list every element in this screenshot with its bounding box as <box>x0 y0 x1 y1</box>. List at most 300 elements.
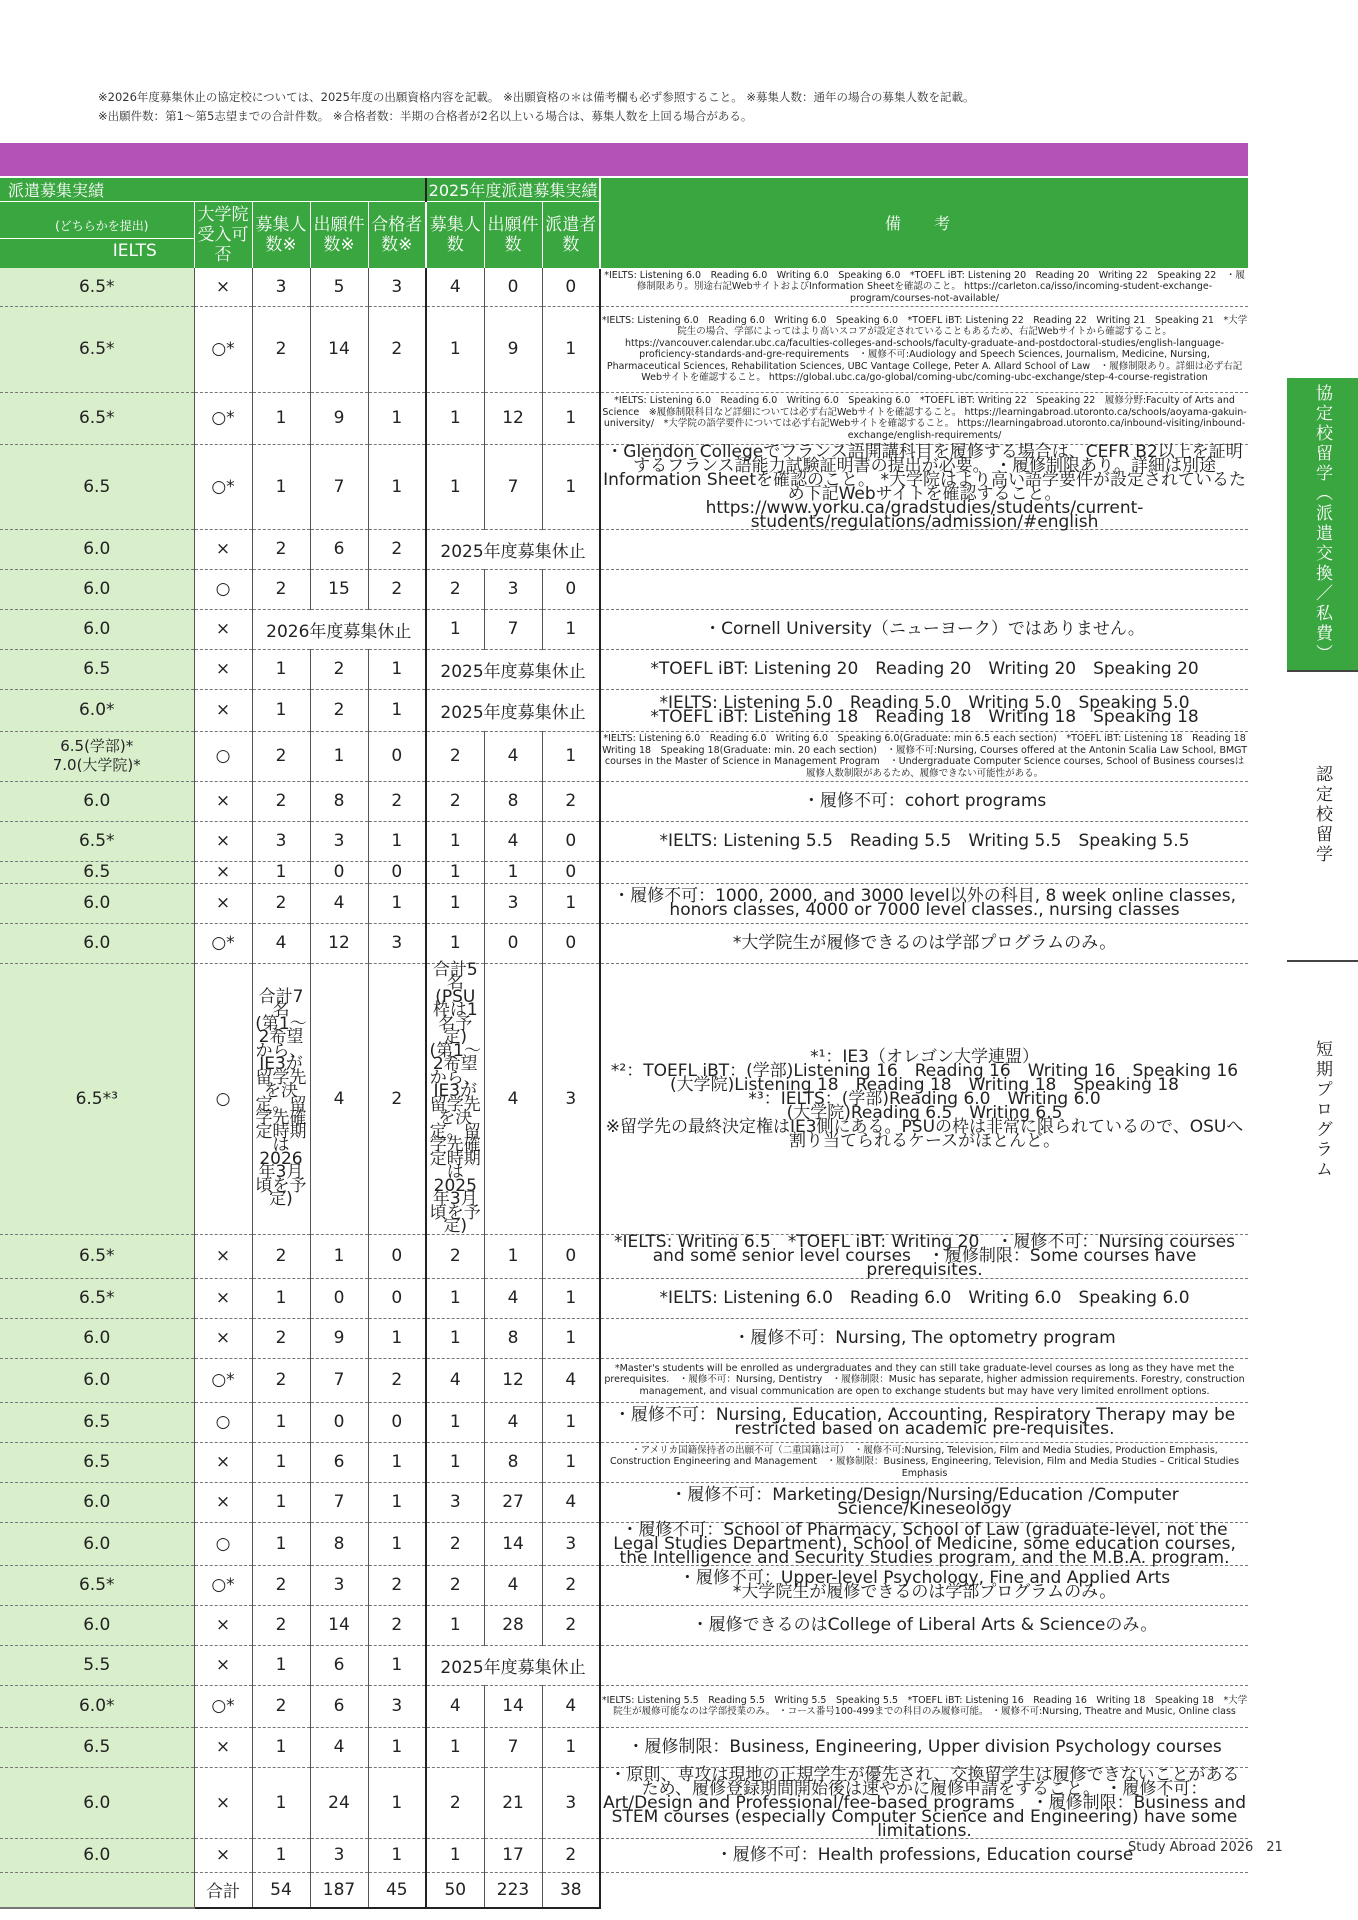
remarks-cell: *Master's students will be enrolled as undergraduates and they can still take graduate-level courses as long as they have met the prerequisites. ・履修不可：Nursing, Dentistry ・履修制限：Music has separate, higher admission requirements. Forestry, construction management, and visual communication are open to exchange students but may have very limited enrollment options. <box>600 1358 1248 1402</box>
application-count-2025: 21 <box>484 1767 542 1838</box>
accepted-count: 3 <box>368 1685 426 1727</box>
table-row <box>0 649 1248 689</box>
grad-acceptance: × <box>194 689 252 731</box>
quota-count: 2 <box>252 1234 310 1278</box>
application-count-2025: 7 <box>484 444 542 529</box>
quota-count: 1 <box>252 1278 310 1318</box>
quota-count-2025: 3 <box>426 1482 484 1522</box>
purple-header-bar <box>0 143 1248 176</box>
total-accepted: 45 <box>368 1872 426 1908</box>
totals-remarks-blank <box>600 1872 1248 1908</box>
note-line: ※出願件数：第1～第5志望までの合計件数。 ※合格者数：半期の合格者が2名以上いる場合は、募集人数を上回る場合がある。 <box>98 109 753 123</box>
ielts-score: 6.5 <box>0 1402 194 1442</box>
ielts-score: 6.5* <box>0 306 194 392</box>
table-row <box>0 1645 1248 1685</box>
grad-acceptance: × <box>194 609 252 649</box>
quota-count-2025: 2 <box>426 1565 484 1605</box>
remarks-cell: *IELTS: Listening 6.0 Reading 6.0 Writing 6.0 Speaking 6.0 *TOEFL iBT: Listening 22 Reading 22 Writing 21 Speaking 21 *大学院生の場合、学部によってはより高いスコアが設定されていることもあるため、右記Webサイトから確認すること。 https://vancouver.calendar.ubc.ca/faculties-colleges-and-schools/faculty-graduate-and-postdoctoral-studies/english-language-proficiency-standards-and-gre-requirements ・履修不可:Audiology and Speech Sciences, Journalism, Medicine, Nursing, Pharmaceutical Sciences, Rehabilitation Sciences, UBC Vantage College, Peter A. Allard School of Law ・履修制限あり。詳細は必ず右記Webサイトを確認すること。 https://global.ubc.ca/go-global/coming-ubc/coming-ubc-exchange/step-4-course-registration <box>600 306 1248 392</box>
application-count: 2 <box>310 649 368 689</box>
grad-acceptance: × <box>194 649 252 689</box>
ielts-score: 6.0 <box>0 1838 194 1872</box>
remarks-cell: *IELTS: Listening 6.0 Reading 6.0 Writing 6.0 Speaking 6.0 *TOEFL iBT: Listening 20 Reading 20 Writing 22 Speaking 22 ・履修制限あり。別途右記WebサイトおよびInformation Sheetを確認のこと。 https://carleton.ca/isso/incoming-student-exchange-program/courses-not-available/ <box>600 268 1248 306</box>
dispatched-count-2025: 4 <box>542 1685 600 1727</box>
accepted-count: 0 <box>368 1278 426 1318</box>
ielts-score: 6.5* <box>0 1278 194 1318</box>
accepted-count: 2 <box>368 529 426 569</box>
remarks-cell: *IELTS: Listening 5.5 Reading 5.5 Writing 5.5 Speaking 5.5 <box>600 821 1248 861</box>
remarks-cell: *大学院生が履修できるのは学部プログラムのみ。 <box>600 923 1248 963</box>
totals-row <box>0 1872 1248 1908</box>
ielts-score: 6.5* <box>0 1234 194 1278</box>
application-count-2025: 0 <box>484 923 542 963</box>
grad-acceptance: × <box>194 1605 252 1645</box>
quota-count: 2 <box>252 306 310 392</box>
quota-count: 1 <box>252 1522 310 1565</box>
accepted-count: 2 <box>368 781 426 821</box>
side-tab-accredited[interactable] <box>1287 760 1358 870</box>
application-count: 14 <box>310 1605 368 1645</box>
quota-count-2025: 1 <box>426 1318 484 1358</box>
table-row <box>0 268 1248 306</box>
accepted-count: 1 <box>368 1767 426 1838</box>
ielts-score: 6.5(学部)* 7.0(大学院)* <box>0 731 194 781</box>
application-count: 3 <box>310 1565 368 1605</box>
ielts-score: 6.5* <box>0 821 194 861</box>
table-row <box>0 731 1248 781</box>
application-count-2025: 8 <box>484 1318 542 1358</box>
application-count: 1 <box>310 1234 368 1278</box>
application-count: 3 <box>310 821 368 861</box>
application-count-2025: 4 <box>484 731 542 781</box>
quota-count-2025: 1 <box>426 1278 484 1318</box>
accepted-count: 1 <box>368 1318 426 1358</box>
quota-count-2025: 1 <box>426 1442 484 1482</box>
quota-count: 2 <box>252 1685 310 1727</box>
grad-acceptance: ○* <box>194 923 252 963</box>
remarks-cell: *TOEFL iBT: Listening 20 Reading 20 Writing 20 Speaking 20 <box>600 649 1248 689</box>
quota-count: 合計7名 (第1～2希望から、IE3が留学先を決定。留学先確定時期は2026年3月頃を予定) <box>252 963 310 1234</box>
dispatched-count-2025: 0 <box>542 923 600 963</box>
dispatched-count-2025: 0 <box>542 1234 600 1278</box>
grad-acceptance: × <box>194 1318 252 1358</box>
recruitment-suspended-2025: 2025年度募集休止 <box>426 689 600 731</box>
ielts-header <box>0 202 194 269</box>
dispatched-count-2025: 0 <box>542 569 600 609</box>
remarks-cell: ・履修不可：Nursing, The optometry program <box>600 1318 1248 1358</box>
application-count: 3 <box>310 1838 368 1872</box>
table-row <box>0 1482 1248 1522</box>
grad-acceptance: × <box>194 529 252 569</box>
table-row <box>0 861 1248 883</box>
accepted-count: 1 <box>368 1442 426 1482</box>
recruitment-suspended-2026: 2026年度募集休止 <box>252 609 426 649</box>
quota-count: 1 <box>252 1402 310 1442</box>
remarks-cell: ・履修不可：Marketing/Design/Nursing/Education /Computer Science/Kineseology <box>600 1482 1248 1522</box>
application-count-2025: 12 <box>484 392 542 444</box>
ielts-score: 6.0* <box>0 689 194 731</box>
application-count: 7 <box>310 1482 368 1522</box>
quota-count-2025: 2 <box>426 1234 484 1278</box>
quota-count-2025: 2 <box>426 569 484 609</box>
table-row <box>0 1278 1248 1318</box>
quota-count: 2 <box>252 569 310 609</box>
application-count: 6 <box>310 1645 368 1685</box>
table-row <box>0 1234 1248 1278</box>
dispatched-count-2025: 4 <box>542 1482 600 1522</box>
application-count-2025: 4 <box>484 1278 542 1318</box>
application-count-2025: 4 <box>484 963 542 1234</box>
table-row <box>0 1605 1248 1645</box>
accepted-count: 0 <box>368 731 426 781</box>
ielts-score: 6.5 <box>0 1442 194 1482</box>
application-count-2025: 4 <box>484 1565 542 1605</box>
grad-acceptance: ○ <box>194 963 252 1234</box>
application-count-2025: 3 <box>484 883 542 923</box>
application-count: 9 <box>310 1318 368 1358</box>
dispatched-count-2025: 3 <box>542 1522 600 1565</box>
application-count-2025: 14 <box>484 1685 542 1727</box>
remarks-cell: ・Cornell University（ニューヨーク）ではありません。 <box>600 609 1248 649</box>
grad-acceptance: × <box>194 861 252 883</box>
side-tab-label: 認定校留学 <box>1312 765 1332 865</box>
dispatched-count-2025: 2 <box>542 1838 600 1872</box>
table-row <box>0 529 1248 569</box>
accepted-count: 2 <box>368 569 426 609</box>
side-tab-exchange[interactable] <box>1287 378 1358 670</box>
grad-acceptance: × <box>194 1482 252 1522</box>
remarks-cell: *IELTS: Listening 5.0 Reading 5.0 Writing 5.0 Speaking 5.0 *TOEFL iBT: Listening 18 Reading 18 Writing 18 Speaking 18 <box>600 689 1248 731</box>
accepted-count: 1 <box>368 1645 426 1685</box>
quota-count-2025: 1 <box>426 883 484 923</box>
ielts-score: 6.0* <box>0 1685 194 1727</box>
application-count: 6 <box>310 529 368 569</box>
application-count-2025: 27 <box>484 1482 542 1522</box>
accepted-count: 1 <box>368 392 426 444</box>
dispatched-count-2025: 1 <box>542 1278 600 1318</box>
accepted-header: 合格者数※ <box>368 202 426 269</box>
quota-count: 2 <box>252 731 310 781</box>
dispatched-count-2025: 1 <box>542 1402 600 1442</box>
ielts-score: 6.0 <box>0 1318 194 1358</box>
dispatched-count-2025: 0 <box>542 861 600 883</box>
table-row <box>0 1318 1248 1358</box>
table-row <box>0 569 1248 609</box>
side-divider <box>1287 670 1358 672</box>
ielts-score: 6.5* <box>0 268 194 306</box>
quota-count: 2 <box>252 529 310 569</box>
table-row <box>0 1565 1248 1605</box>
remarks-cell: *IELTS: Listening 6.0 Reading 6.0 Writing 6.0 Speaking 6.0 <box>600 1278 1248 1318</box>
side-tab-label: 協定校留学（派遣交換／私費） <box>1312 384 1332 664</box>
quota-count-2025: 1 <box>426 821 484 861</box>
quota-header: 募集人数※ <box>252 202 310 269</box>
application-count: 1 <box>310 731 368 781</box>
quota-count: 2 <box>252 1318 310 1358</box>
recruitment-suspended-2025: 2025年度募集休止 <box>426 529 600 569</box>
dispatch-2025-header: 2025年度派遣募集実績 <box>426 178 600 202</box>
dispatched-count-2025: 1 <box>542 444 600 529</box>
remarks-cell: ・原則、専攻は現地の正規学生が優先され、交換留学生は履修できないことがあるため、履修登録期間開始後は速やかに履修申請をすること。 ・履修不可：Art/Design and Professional/fee-based programs ・履修制限：Business and STEM courses (especially Computer Science and Engineering) have some limitations. <box>600 1767 1248 1838</box>
page-footer: Study Abroad 2026 21 <box>1128 1840 1283 1855</box>
quota-count: 1 <box>252 689 310 731</box>
application-count-2025: 1 <box>484 1234 542 1278</box>
accepted-count: 0 <box>368 1234 426 1278</box>
remarks-cell: ・履修不可：1000, 2000, and 3000 level以外の科目, 8 week online classes, honors classes, 4000 or 7000 level classes., nursing classes <box>600 883 1248 923</box>
application-count: 9 <box>310 392 368 444</box>
quota-count: 2 <box>252 883 310 923</box>
application-count-2025: 8 <box>484 1442 542 1482</box>
application-count-2025: 7 <box>484 1727 542 1767</box>
ielts-score: 6.5 <box>0 444 194 529</box>
ielts-score: 6.5*³ <box>0 963 194 1234</box>
remarks-cell: ・履修不可：Nursing, Education, Accounting, Respiratory Therapy may be restricted based on academic pre-requisites. <box>600 1402 1248 1442</box>
remarks-cell: *IELTS: Listening 5.5 Reading 5.5 Writing 5.5 Speaking 5.5 *TOEFL iBT: Listening 16 Reading 16 Writing 18 Speaking 18 *大学院生が履修可能なのは学部授業のみ。 ・コース番号100-499までの科目のみ履修可能。 ・履修不可:Nursing, Theatre and Music, Online class <box>600 1685 1248 1727</box>
remarks-cell <box>600 861 1248 883</box>
grad-acceptance: × <box>194 1645 252 1685</box>
remarks-cell: *IELTS: Listening 6.0 Reading 6.0 Writing 6.0 Speaking 6.0 *TOEFL iBT: Writing 22 Speaking 22 履修分野:Faculty of Arts and Science ※履修制限科目など詳細については必ず右記Webサイトを確認すること。 https://learningabroad.utoronto.ca/schools/aoyama-gakuin-university/ *大学院の語学要件については必ず右記Webサイトを確認すること。 https://learningabroad.utoronto.ca/inbound-visiting/inbound-exchange/english-requirements/ <box>600 392 1248 444</box>
dispatched-count-2025: 3 <box>542 1767 600 1838</box>
total-quota-2025: 50 <box>426 1872 484 1908</box>
accepted-count: 1 <box>368 821 426 861</box>
remarks-cell: *IELTS: Listening 6.0 Reading 6.0 Writing 6.0 Speaking 6.0(Graduate: min 6.5 each section) *TOEFL iBT: Listening 18 Reading 18 Writing 18 Speaking 18(Graduate: min. 20 each section) ・履修不可:Nursing, Courses offered at the Antonin Scalia Law School, BMGT courses in the Master of Science in Management Program ・Undergraduate Computer Science courses, School of Business coursesは履修人数制限があるため、履修できない可能性がある。 <box>600 731 1248 781</box>
table-row <box>0 923 1248 963</box>
application-count: 7 <box>310 1358 368 1402</box>
table-row <box>0 883 1248 923</box>
grad-acceptance: ○ <box>194 1522 252 1565</box>
quota-count-2025: 1 <box>426 1402 484 1442</box>
accepted-count: 2 <box>368 1605 426 1645</box>
dispatched-count-2025: 2 <box>542 781 600 821</box>
table-row <box>0 1522 1248 1565</box>
quota-count-2025: 1 <box>426 392 484 444</box>
quota-count-2025: 2 <box>426 1522 484 1565</box>
application-count: 12 <box>310 923 368 963</box>
quota-count: 1 <box>252 1442 310 1482</box>
quota-count: 1 <box>252 1767 310 1838</box>
recruitment-suspended-2025: 2025年度募集休止 <box>426 1645 600 1685</box>
dispatched-count-2025: 1 <box>542 392 600 444</box>
quota-count-2025: 1 <box>426 609 484 649</box>
quota-count-2025: 合計5名 (PSU枠は1名予定) (第1～2希望から、IE3が留学先を決定。留学先確定時期は2025年3月頃を予定) <box>426 963 484 1234</box>
remarks-cell: ・Glendon Collegeでフランス語開講科目を履修する場合は、CEFR B2以上を証明するフランス語能力試験証明書の提出が必要。 ・履修制限あり。詳細は別途Information Sheetを確認のこと。 *大学院はより高い語学要件が設定されているため下記Webサイトを確認すること。 https://www.yorku.ca/gradstudies/students/current-students/regulations/admission/#english <box>600 444 1248 529</box>
ielts-score: 6.0 <box>0 1605 194 1645</box>
quota-count: 2 <box>252 1605 310 1645</box>
dispatched-count-2025: 1 <box>542 1318 600 1358</box>
table-row <box>0 1402 1248 1442</box>
grad-acceptance: × <box>194 883 252 923</box>
ielts-score: 6.0 <box>0 781 194 821</box>
quota-count-2025: 1 <box>426 861 484 883</box>
grad-acceptance: ○* <box>194 392 252 444</box>
application-count: 6 <box>310 1442 368 1482</box>
recruitment-suspended-2025: 2025年度募集休止 <box>426 649 600 689</box>
dispatched-count-2025: 1 <box>542 306 600 392</box>
accepted-count: 3 <box>368 923 426 963</box>
dispatched-count-2025: 0 <box>542 268 600 306</box>
quota-count-2025: 4 <box>426 268 484 306</box>
quota-count-2025: 1 <box>426 306 484 392</box>
ielts-score: 6.0 <box>0 1358 194 1402</box>
application-count: 0 <box>310 861 368 883</box>
application-count: 4 <box>310 883 368 923</box>
ielts-score: 6.5* <box>0 392 194 444</box>
total-applications-2025: 223 <box>484 1872 542 1908</box>
accepted-count: 3 <box>368 268 426 306</box>
application-count: 14 <box>310 306 368 392</box>
quota-count: 4 <box>252 923 310 963</box>
grad-acceptance: × <box>194 1727 252 1767</box>
dispatched-count-2025: 1 <box>542 883 600 923</box>
dispatched-count-2025: 1 <box>542 731 600 781</box>
accepted-count: 0 <box>368 1402 426 1442</box>
table-row <box>0 1767 1248 1838</box>
application-count: 0 <box>310 1278 368 1318</box>
table-row <box>0 392 1248 444</box>
accepted-count: 1 <box>368 444 426 529</box>
application-count-2025: 1 <box>484 861 542 883</box>
grad-acceptance: × <box>194 781 252 821</box>
quota25-header: 募集人数 <box>426 202 484 269</box>
grad-acceptance: ○* <box>194 1685 252 1727</box>
dispatched-count-2025: 1 <box>542 1727 600 1767</box>
quota-count: 2 <box>252 1565 310 1605</box>
grad-acceptance: ○* <box>194 1565 252 1605</box>
dispatched-count-2025: 1 <box>542 1442 600 1482</box>
ielts-score: 6.0 <box>0 1767 194 1838</box>
application-count: 5 <box>310 268 368 306</box>
application-count-2025: 7 <box>484 609 542 649</box>
ielts-score: 6.5 <box>0 649 194 689</box>
quota-count-2025: 2 <box>426 731 484 781</box>
remarks-cell <box>600 569 1248 609</box>
results-table <box>0 178 1256 1909</box>
remarks-cell: *¹：IE3（オレゴン大学連盟） *²：TOEFL iBT：(学部)Listening 16 Reading 16 Writing 16 Speaking 16 (大学院)Listening 18 Reading 18 Writing 18 Speaking 18 *³：IELTS：(学部)Reading 6.0 Writing 6.0 (大学院)Reading 6.5 Writing 6.5 ※留学先の最終決定権はIE3側にある。PSUの枠は非常に限られているので、OSUへ割り当てられるケースがほとんど。 <box>600 963 1248 1234</box>
totals-label: 合計 <box>194 1872 252 1908</box>
ielts-score: 6.5* <box>0 1565 194 1605</box>
accepted-count: 1 <box>368 1727 426 1767</box>
application-count-2025: 0 <box>484 268 542 306</box>
side-tab-short-program[interactable] <box>1287 1030 1358 1190</box>
totals-blank <box>0 1872 194 1908</box>
quota-count: 2 <box>252 781 310 821</box>
ielts-label: IELTS <box>112 240 157 261</box>
application-count: 4 <box>310 963 368 1234</box>
application-count-2025: 3 <box>484 569 542 609</box>
grad-acceptance: × <box>194 1767 252 1838</box>
table-row <box>0 444 1248 529</box>
grad-acceptance: ○* <box>194 444 252 529</box>
quota-count: 1 <box>252 1645 310 1685</box>
ielts-score: 6.0 <box>0 609 194 649</box>
grad-acceptance: ○ <box>194 569 252 609</box>
application-count-2025: 28 <box>484 1605 542 1645</box>
quota-count-2025: 1 <box>426 444 484 529</box>
application-count-2025: 4 <box>484 1402 542 1442</box>
dispatched-count-2025: 0 <box>542 821 600 861</box>
accepted-count: 2 <box>368 1358 426 1402</box>
grad-acceptance: × <box>194 821 252 861</box>
application-count-2025: 12 <box>484 1358 542 1402</box>
ielts-score: 6.5 <box>0 861 194 883</box>
quota-count: 1 <box>252 1838 310 1872</box>
remarks-cell: ・履修不可：Upper-level Psychology, Fine and Applied Arts *大学院生が履修できるのは学部プログラムのみ。 <box>600 1565 1248 1605</box>
application-count-2025: 8 <box>484 781 542 821</box>
remarks-cell <box>600 1645 1248 1685</box>
quota-count: 1 <box>252 1727 310 1767</box>
remarks-cell: ・アメリカ国籍保持者の出願不可（二重国籍は可） ・履修不可:Nursing, Television, Film and Media Studies, Production Emphasis, Construction Engineering and Management ・履修制限：Business, Engineering, Television, Film and Media Studies – Critical Studies Emphasis <box>600 1442 1248 1482</box>
quota-count-2025: 4 <box>426 1685 484 1727</box>
table-row <box>0 821 1248 861</box>
application-count: 15 <box>310 569 368 609</box>
grad-header: 大学院受入可否 <box>194 202 252 269</box>
table-row <box>0 1685 1248 1727</box>
dispatched-count-2025: 4 <box>542 1358 600 1402</box>
grad-acceptance: ○ <box>194 1402 252 1442</box>
accepted-count: 2 <box>368 963 426 1234</box>
remarks-cell: ・履修不可：cohort programs <box>600 781 1248 821</box>
accepted-count: 1 <box>368 1838 426 1872</box>
quota-count-2025: 1 <box>426 1605 484 1645</box>
accepted-count: 0 <box>368 861 426 883</box>
accepted-count: 2 <box>368 306 426 392</box>
quota-count-2025: 1 <box>426 1727 484 1767</box>
application-count-2025: 14 <box>484 1522 542 1565</box>
application-count: 6 <box>310 1685 368 1727</box>
application-count: 8 <box>310 1522 368 1565</box>
remarks-cell: ・履修制限：Business, Engineering, Upper division Psychology courses <box>600 1727 1248 1767</box>
ielts-score: 6.0 <box>0 1522 194 1565</box>
grad-acceptance: ○* <box>194 1358 252 1402</box>
ielts-score: 6.0 <box>0 529 194 569</box>
accepted-count: 2 <box>368 1565 426 1605</box>
total-dispatched-2025: 38 <box>542 1872 600 1908</box>
application-count: 8 <box>310 781 368 821</box>
grad-acceptance: × <box>194 1234 252 1278</box>
remarks-header: 備 考 <box>600 178 1248 268</box>
application-count: 7 <box>310 444 368 529</box>
quota-count: 1 <box>252 392 310 444</box>
remarks-cell: ・履修不可：School of Pharmacy, School of Law (graduate-level, not the Legal Studies Department), School of Medicine, some education courses, the Intelligence and Security Studies program, and the M.B.A. program. <box>600 1522 1248 1565</box>
table-row <box>0 1727 1248 1767</box>
dispatched-count-2025: 2 <box>542 1605 600 1645</box>
applications-header: 出願件数※ <box>310 202 368 269</box>
grad-acceptance: ○ <box>194 731 252 781</box>
side-tab-label: 短期プログラム <box>1312 1040 1332 1180</box>
quota-count-2025: 2 <box>426 1767 484 1838</box>
table-row <box>0 1358 1248 1402</box>
quota-count: 1 <box>252 649 310 689</box>
total-applications: 187 <box>310 1872 368 1908</box>
application-count-2025: 9 <box>484 306 542 392</box>
quota-count: 3 <box>252 821 310 861</box>
note-line: ※2026年度募集休止の協定校については、2025年度の出願資格内容を記載。 ※出願資格の＊は備考欄も必ず参照すること。 ※募集人数：通年の場合の募集人数を記載。 <box>98 90 975 104</box>
dispatch-results-header: 派遣募集実績 <box>0 178 426 202</box>
grad-acceptance: × <box>194 1442 252 1482</box>
table-row <box>0 781 1248 821</box>
dispatched-count-2025: 1 <box>542 609 600 649</box>
quota-count: 2 <box>252 1358 310 1402</box>
application-count: 2 <box>310 689 368 731</box>
ielts-score: 5.5 <box>0 1645 194 1685</box>
accepted-count: 1 <box>368 689 426 731</box>
remarks-cell <box>600 529 1248 569</box>
application-count-2025: 17 <box>484 1838 542 1872</box>
quota-count: 3 <box>252 268 310 306</box>
dispatched-count-2025: 2 <box>542 1565 600 1605</box>
table-row <box>0 306 1248 392</box>
quota-count-2025: 1 <box>426 1838 484 1872</box>
application-count: 0 <box>310 1402 368 1442</box>
